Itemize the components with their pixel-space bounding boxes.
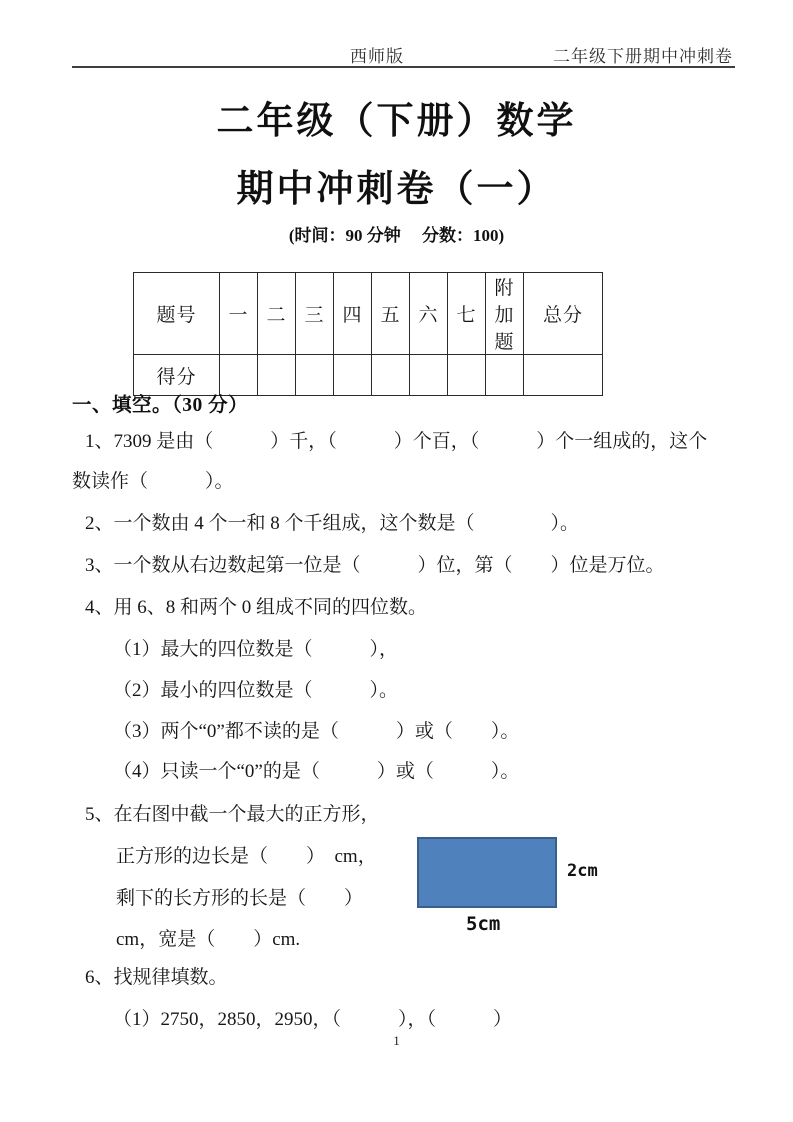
score-cell-empty [372,355,410,396]
figure-width-label: 5cm [466,913,501,935]
score-cell-empty [448,355,486,396]
rectangle-figure [417,837,557,908]
score-cell-empty [258,355,296,396]
question-5-line-3: 剩下的长方形的长是（ ） [116,888,364,909]
score-table-cell-section4: 四 [334,273,372,355]
score-table-cell-section2: 二 [258,273,296,355]
header-edition: 西师版 [350,47,404,66]
header-booklet-title: 二年级下册期中冲刺卷 [553,47,733,66]
score-row-label: 得分 [134,355,220,396]
score-cell-empty [410,355,448,396]
header-divider [72,66,735,68]
score-cell-empty [296,355,334,396]
exam-title-line2: 期中冲刺卷（一） [236,169,557,210]
section-1-title: 一、填空。（30 分） [72,395,249,416]
figure-height-label: 2cm [567,861,598,881]
question-6: 6、找规律填数。 [85,967,228,988]
score-table-cell-section5: 五 [372,273,410,355]
question-3: 3、一个数从右边数起第一位是（ ）位，第（ ）位是万位。 [85,555,665,576]
score-table-cell-section1: 一 [220,273,258,355]
score-table-cell-bonus: 附加题 [486,273,524,355]
page-number: 1 [393,1033,400,1048]
score-table-cell-section3: 三 [296,273,334,355]
question-1-line-1: 1、7309 是由（ ）千，（ ）个百，（ ）个一组成的，这个 [85,431,708,452]
question-1-line-2: 数读作（ ）。 [72,471,234,492]
score-table [133,272,685,396]
score-table-cell-label: 题号 [134,273,220,355]
score-table-header-row [134,273,685,355]
score-table-cell-section7: 七 [448,273,486,355]
question-4-sub-1: （1）最大的四位数是（ ）， [113,639,399,660]
question-4: 4、用 6、8 和两个 0 组成不同的四位数。 [85,597,428,618]
score-table-cell-total: 总分 [524,273,603,355]
question-2: 2、一个数由 4 个一和 8 个千组成，这个数是（ ）。 [85,513,580,534]
question-4-sub-3: （3）两个“0”都不读的是（ ）或（ ）。 [113,721,520,742]
question-6-sub-1: （1）2750，2850，2950，（ ），（ ） [113,1009,513,1030]
exam-meta-time-score: (时间：90 分钟 分数：100) [288,226,505,245]
question-4-sub-2: （2）最小的四位数是（ ）。 [113,680,399,701]
score-table-cell-section6: 六 [410,273,448,355]
score-cell-empty [486,355,524,396]
score-cell-empty [524,355,603,396]
question-4-sub-4: （4）只读一个“0”的是（ ）或（ ）。 [113,761,520,782]
score-cell-empty [334,355,372,396]
question-5-line-1: 5、在右图中截一个最大的正方形， [85,804,380,825]
question-5-line-4: cm，宽是（ ）cm. [116,929,301,950]
exam-title-line1: 二年级（下册）数学 [216,101,577,142]
question-5-line-2: 正方形的边长是（ ） cm， [116,846,377,867]
